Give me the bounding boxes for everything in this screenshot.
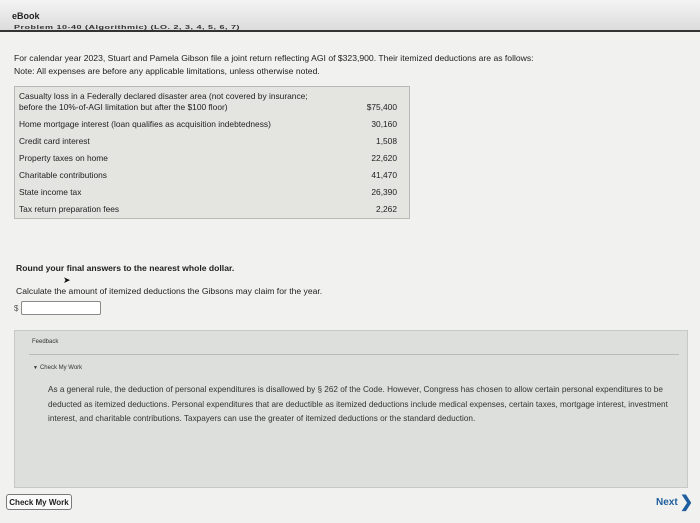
table-row <box>15 116 410 133</box>
question-intro <box>14 52 684 78</box>
question-page <box>0 32 700 523</box>
intro-text: For calendar year 2023, Stuart and Pamela Gibson file a joint return reflecting AGI of $323,900. Their itemized deductions are as follows: <box>14 53 534 63</box>
deduction-amount: 41,470 <box>371 170 397 180</box>
deduction-label: Property taxes on home <box>19 153 108 163</box>
calculate-instruction: Calculate the amount of itemized deductions the Gibsons may claim for the year. <box>16 286 323 296</box>
deduction-label: Casualty loss in a Federally declared disaster area (not covered by insurance; before the 10%-of-AGI limitation but after the $100 floor) <box>19 91 308 112</box>
feedback-label: Feedback <box>32 339 59 345</box>
deduction-label: Tax return preparation fees <box>19 204 120 214</box>
deductions-table <box>14 86 410 219</box>
problem-title: Problem 10-40 (Algorithmic) (LO. 2, 3, 4, 5, 6, 7) <box>14 24 241 30</box>
deduction-amount: 1,508 <box>376 136 397 146</box>
triangle-down-icon: ▼ <box>33 365 38 371</box>
deduction-amount: 30,160 <box>371 119 397 129</box>
deduction-amount: 26,390 <box>371 187 397 197</box>
intro-note: Note: All expenses are before any applicable limitations, unless otherwise noted. <box>14 66 320 76</box>
table-row <box>15 133 410 150</box>
deduction-amount: 22,620 <box>371 153 397 163</box>
next-label: Next <box>656 496 678 508</box>
feedback-panel <box>14 330 688 488</box>
table-row <box>15 150 410 167</box>
deduction-label: Home mortgage interest (loan qualifies as acquisition indebtedness) <box>19 119 271 129</box>
table-row <box>15 184 410 201</box>
mouse-cursor-icon: ➤ <box>63 275 71 285</box>
check-my-work-button[interactable]: Check My Work <box>6 494 72 510</box>
deduction-label: Credit card interest <box>19 136 90 146</box>
table-row <box>15 87 410 117</box>
deduction-amount: 2,262 <box>376 204 397 214</box>
table-row <box>15 201 410 219</box>
feedback-text: As a general rule, the deduction of personal expenditures is disallowed by § 262 of the Code. However, Congress has chosen to allow certain personal expenditures to be deducted as itemized deductions. Personal expenditures that are deductible as itemized deductions include medical expenses, certain taxes, mortgage interest, investment interest, and charitable contributions. Taxpayers can use the greater of itemized deductions or the standard deduction. <box>48 385 668 423</box>
feedback-divider <box>29 354 679 355</box>
deduction-label: State income tax <box>19 187 82 197</box>
deduction-label: Charitable contributions <box>19 170 107 180</box>
chevron-right-icon: ❯ <box>679 494 694 511</box>
check-my-work-toggle[interactable] <box>33 365 82 371</box>
next-button[interactable] <box>656 492 693 512</box>
deduction-amount: $75,400 <box>366 102 397 112</box>
table-row <box>15 167 410 184</box>
ebook-label[interactable]: eBook <box>12 11 40 21</box>
currency-symbol: $ <box>14 304 19 313</box>
rounding-instruction: Round your final answers to the nearest whole dollar. <box>16 263 235 273</box>
itemized-deductions-input[interactable] <box>21 301 101 315</box>
check-my-work-heading: Check My Work <box>39 365 83 371</box>
